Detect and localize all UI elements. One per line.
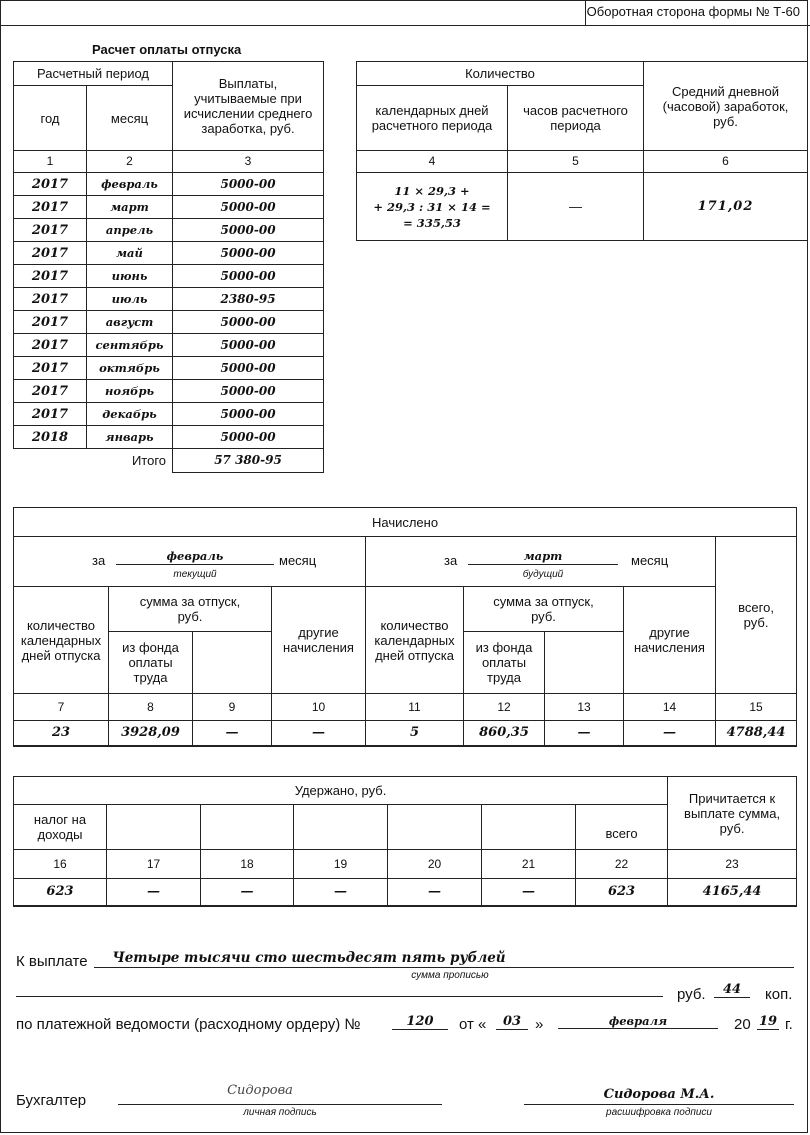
withheld-value: — — [388, 879, 482, 906]
days-formula — [357, 173, 508, 241]
col-num: 16 — [14, 850, 107, 879]
current-month-value: февраль — [116, 549, 274, 565]
empty-subheader — [482, 805, 576, 850]
amount-cell: 2380-95 — [173, 288, 324, 311]
year-cell: 2017 — [14, 242, 87, 265]
accrued-value: 3928,09 — [109, 721, 193, 746]
col-num: 2 — [87, 151, 173, 173]
year-cell: 2017 — [14, 357, 87, 380]
amount-cell: 5000-00 — [173, 426, 324, 449]
amount-cell: 5000-00 — [173, 357, 324, 380]
calendar-days-header: календарных дней расчетного периода — [357, 86, 508, 151]
empty-subheader — [294, 805, 388, 850]
accrued-value: — — [193, 721, 272, 746]
col-num: 17 — [107, 850, 201, 879]
amount-cell: 5000-00 — [173, 265, 324, 288]
amount-cell: 5000-00 — [173, 311, 324, 334]
accrued-value: — — [545, 721, 624, 746]
calc-row — [14, 380, 324, 403]
month-value: февраля — [558, 1014, 718, 1029]
calc-row — [14, 196, 324, 219]
accrued-value: 23 — [14, 721, 109, 746]
year-cell: 2017 — [14, 334, 87, 357]
withheld-value: — — [201, 879, 294, 906]
month-cell: октябрь — [87, 357, 173, 380]
payments-header: Выплаты, учитываемые при исчислении среднего заработка, руб. — [173, 62, 324, 151]
payable-header: Причитается к выплате сумма, руб. — [668, 777, 797, 850]
month-cell: апрель — [87, 219, 173, 242]
amount-cell: 5000-00 — [173, 403, 324, 426]
year-prefix: 20 — [734, 1016, 751, 1033]
col-num: 8 — [109, 694, 193, 721]
col-num: 6 — [644, 151, 808, 173]
for-label: за — [444, 553, 458, 568]
col-num: 12 — [464, 694, 545, 721]
accrued-value: 4788,44 — [716, 721, 797, 746]
personal-signature: Сидорова — [227, 1083, 293, 1098]
col-num: 7 — [14, 694, 109, 721]
year-cell: 2017 — [14, 403, 87, 426]
col-num: 20 — [388, 850, 482, 879]
fund-header: из фонда оплаты труда — [109, 632, 193, 694]
vac-sum-header: сумма за отпуск, руб. — [464, 587, 624, 632]
year-cell: 2017 — [14, 196, 87, 219]
empty-subheader — [201, 805, 294, 850]
calc-row — [14, 173, 324, 196]
calc-row — [14, 334, 324, 357]
col-num: 19 — [294, 850, 388, 879]
words-caption: сумма прописью — [411, 970, 489, 981]
other-header: другие начисления — [624, 587, 716, 694]
col-num: 22 — [576, 850, 668, 879]
from-label: от « — [459, 1016, 487, 1033]
total-label: Итого — [131, 453, 167, 469]
calc-row — [14, 265, 324, 288]
fund-header: из фонда оплаты труда — [464, 632, 545, 694]
col-num: 3 — [173, 151, 324, 173]
year-header: год — [14, 86, 87, 151]
month-cell: май — [87, 242, 173, 265]
accrued-value: 860,35 — [464, 721, 545, 746]
empty-subheader — [107, 805, 201, 850]
year-suffix: 19 — [758, 1014, 778, 1029]
amount-cell: 5000-00 — [173, 196, 324, 219]
month-label: месяц — [631, 553, 669, 568]
month-label: месяц — [279, 553, 317, 568]
month-cell: март — [87, 196, 173, 219]
month-cell: июль — [87, 288, 173, 311]
hours-header: часов расчетного периода — [508, 86, 644, 151]
rub-label: руб. — [677, 986, 706, 1003]
year-cell: 2017 — [14, 288, 87, 311]
vac-sum-header: сумма за отпуск, руб. — [109, 587, 272, 632]
calc-row — [14, 403, 324, 426]
total-value: 57 380-95 — [173, 449, 324, 473]
calc-row — [14, 219, 324, 242]
month-cell: ноябрь — [87, 380, 173, 403]
signature-line — [118, 1104, 442, 1105]
calc-row — [14, 426, 324, 449]
col-num: 18 — [201, 850, 294, 879]
ledger-label: по платежной ведомости (расходному ордеру) № — [16, 1016, 361, 1033]
withheld-value: — — [482, 879, 576, 906]
year-cell: 2017 — [14, 219, 87, 242]
ledger-number: 120 — [392, 1014, 448, 1030]
year-cell: 2018 — [14, 426, 87, 449]
col-num: 15 — [716, 694, 797, 721]
calc-row — [14, 242, 324, 265]
year-cell: 2017 — [14, 311, 87, 334]
formula-line: 11 × 29,3 + — [394, 183, 470, 198]
month-cell: август — [87, 311, 173, 334]
year-cell: 2017 — [14, 380, 87, 403]
accrued-value: — — [624, 721, 716, 746]
empty-subheader — [193, 632, 272, 694]
current-month-cell — [14, 537, 366, 587]
empty-subheader — [545, 632, 624, 694]
withheld-total-header: всего — [576, 805, 668, 850]
month-cell: февраль — [87, 173, 173, 196]
signature-name: Сидорова М.А. — [603, 1087, 715, 1102]
accrued-total-header: всего, руб. — [716, 537, 797, 694]
col-num: 10 — [272, 694, 366, 721]
month-cell: сентябрь — [87, 334, 173, 357]
period-header: Расчетный период — [14, 62, 173, 86]
tax-header: налог на доходы — [14, 805, 107, 850]
days-header: количество календарных дней отпуска — [366, 587, 464, 694]
withheld-value: 4165,44 — [668, 879, 797, 906]
kop-value: 44 — [714, 982, 750, 998]
year-cell: 2017 — [14, 173, 87, 196]
quantity-table — [356, 61, 808, 241]
avg-earnings-header: Средний дневной (часовой) заработок, руб. — [644, 62, 808, 151]
col-num: 1 — [14, 151, 87, 173]
calc-table — [13, 61, 324, 473]
withheld-value: — — [107, 879, 201, 906]
future-month-cell — [366, 537, 716, 587]
month-cell: январь — [87, 426, 173, 449]
withheld-value: — — [294, 879, 388, 906]
col-num: 4 — [357, 151, 508, 173]
day-value: 03 — [496, 1014, 528, 1030]
amount-cell: 5000-00 — [173, 380, 324, 403]
avg-earnings-value: 171,02 — [644, 173, 808, 241]
days-header: количество календарных дней отпуска — [14, 587, 109, 694]
accrued-value: — — [272, 721, 366, 746]
accountant-label: Бухгалтер — [16, 1092, 87, 1109]
accrued-table — [13, 507, 797, 747]
month-cell: июнь — [87, 265, 173, 288]
current-caption: текущий — [173, 569, 217, 580]
withheld-table — [13, 776, 797, 907]
name-caption: расшифровка подписи — [606, 1107, 712, 1118]
close-quote: » — [535, 1016, 544, 1033]
formula-line: + 29,3 : 31 × 14 = — [373, 199, 491, 214]
quantity-header: Количество — [357, 62, 644, 86]
other-header: другие начисления — [272, 587, 366, 694]
col-num: 11 — [366, 694, 464, 721]
amount-words-line — [94, 967, 794, 968]
amount-words-line-2 — [16, 996, 663, 997]
kop-label: коп. — [765, 986, 793, 1003]
calc-row — [14, 288, 324, 311]
for-label: за — [92, 553, 106, 568]
header-rule — [0, 25, 810, 26]
col-num: 13 — [545, 694, 624, 721]
payout-label: К выплате — [16, 953, 88, 970]
future-month-value: март — [468, 549, 618, 565]
signature-caption: личная подпись — [243, 1107, 317, 1118]
amount-cell: 5000-00 — [173, 219, 324, 242]
accrued-value: 5 — [366, 721, 464, 746]
withheld-value: 623 — [576, 879, 668, 906]
amount-words: Четыре тысячи сто шестьдесят пять рублей — [112, 950, 506, 966]
month-header: месяц — [87, 86, 173, 151]
year-cell: 2017 — [14, 265, 87, 288]
year-label: г. — [785, 1016, 793, 1033]
hours-value: — — [508, 173, 644, 241]
col-num: 9 — [193, 694, 272, 721]
calc-row — [14, 357, 324, 380]
amount-cell: 5000-00 — [173, 242, 324, 265]
col-num: 5 — [508, 151, 644, 173]
form-header — [0, 0, 810, 26]
name-line — [524, 1104, 794, 1105]
col-num: 14 — [624, 694, 716, 721]
empty-subheader — [388, 805, 482, 850]
calc-row — [14, 311, 324, 334]
form-title: Оборотная сторона формы № Т-60 — [586, 4, 800, 19]
withheld-value: 623 — [14, 879, 107, 906]
col-num: 23 — [668, 850, 797, 879]
amount-cell: 5000-00 — [173, 173, 324, 196]
col-num: 21 — [482, 850, 576, 879]
amount-cell: 5000-00 — [173, 334, 324, 357]
month-cell: декабрь — [87, 403, 173, 426]
formula-line: = 335,53 — [403, 215, 461, 230]
future-caption: будущий — [522, 569, 564, 580]
accrued-header: Начислено — [14, 508, 797, 537]
withheld-header: Удержано, руб. — [14, 777, 668, 805]
calc-title: Расчет оплаты отпуска — [92, 42, 242, 57]
